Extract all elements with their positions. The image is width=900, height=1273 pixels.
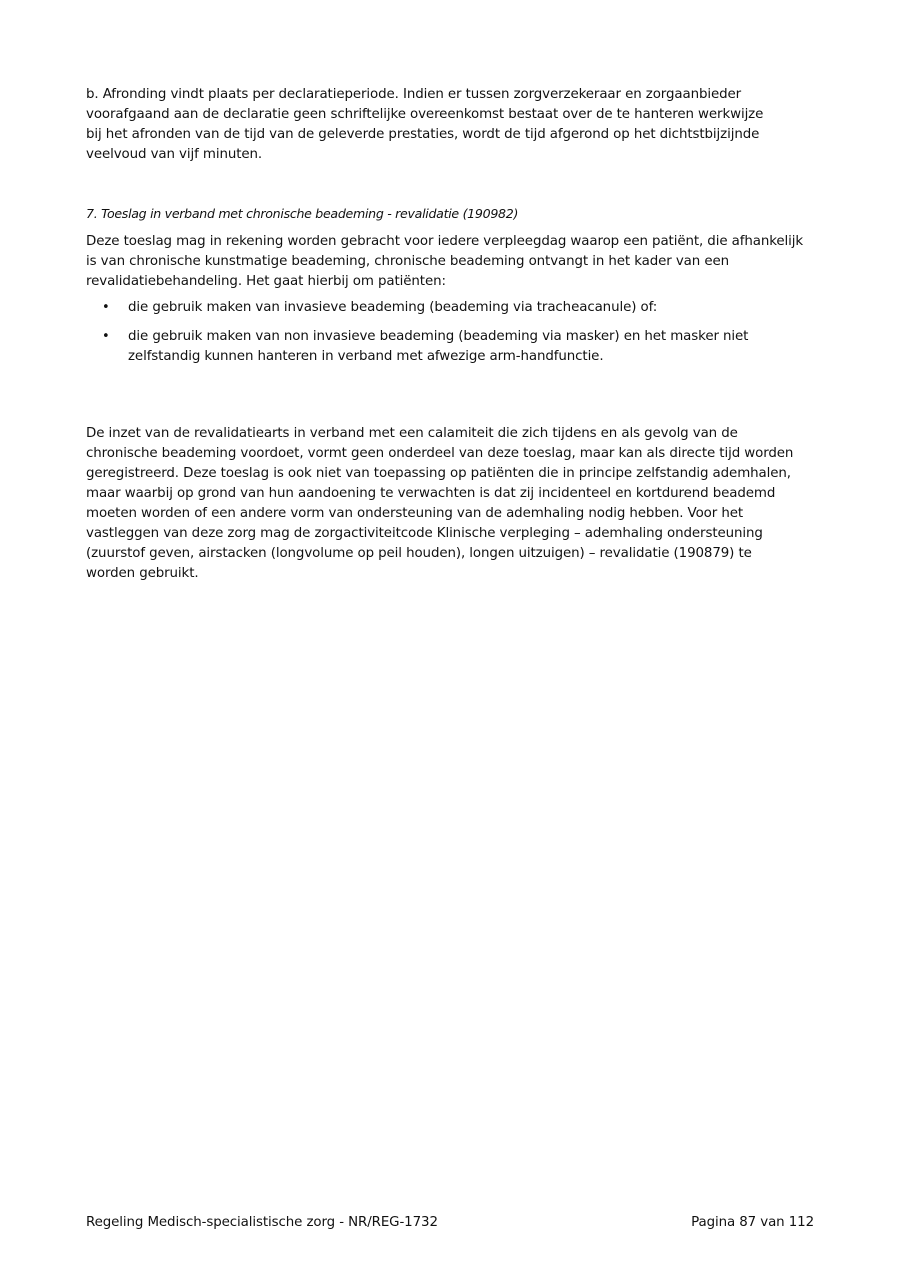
text-line: revalidatiebehandeling. Het gaat hierbij om patiënten: <box>86 274 446 289</box>
text-line: is van chronische kunstmatige beademing, chronische beademing ontvangt in het kader van een <box>86 254 729 269</box>
text-line: (zuurstof geven, airstacken (longvolume op peil houden), longen uitzuigen) – revalidatie (190879) te <box>86 546 752 561</box>
text-line: voorafgaand aan de declaratie geen schriftelijke overeenkomst bestaat over de te hanteren werkwijze <box>86 107 764 122</box>
footer-page-number: Pagina 87 van 112 <box>691 1215 814 1230</box>
bullet-icon: • <box>102 300 110 315</box>
text-line: De inzet van de revalidatiearts in verband met een calamiteit die zich tijdens en als gevolg van de <box>86 426 738 441</box>
text-line: maar waarbij op grond van hun aandoening te verwachten is dat zij incidenteel en kortdurend beademd <box>86 486 776 501</box>
text-line: bij het afronden van de tijd van de geleverde prestaties, wordt de tijd afgerond op het dichtstbijzijnde <box>86 127 760 142</box>
text-line: moeten worden of een andere vorm van ondersteuning van de ademhaling nodig hebben. Voor het <box>86 506 744 521</box>
footer-document-reference: Regeling Medisch-specialistische zorg - NR/REG-1732 <box>86 1215 438 1230</box>
bullet-icon: • <box>102 329 110 344</box>
text-line: die gebruik maken van invasieve beademing (beademing via tracheacanule) of: <box>128 300 658 315</box>
list-item <box>86 327 816 367</box>
text-line: worden gebruikt. <box>86 566 199 581</box>
paragraph-rounding <box>86 85 816 165</box>
text-line: vastleggen van deze zorg mag de zorgactiviteitcode Klinische verpleging – ademhaling ondersteuning <box>86 526 763 541</box>
text-line: geregistreerd. Deze toeslag is ook niet van toepassing op patiënten die in principe zelfstandig ademhalen, <box>86 466 791 481</box>
section-heading-block <box>86 203 816 224</box>
text-line: Deze toeslag mag in rekening worden gebracht voor iedere verpleegdag waarop een patiënt, die afhankelijk <box>86 234 804 249</box>
text-line: veelvoud van vijf minuten. <box>86 147 263 162</box>
text-line: b. Afronding vindt plaats per declaratieperiode. Indien er tussen zorgverzekeraar en zorgaanbieder <box>86 87 742 102</box>
paragraph-section7-intro <box>86 232 816 292</box>
paragraph-calamity <box>86 424 816 584</box>
text-line: chronische beademing voordoet, vormt geen onderdeel van deze toeslag, maar kan als directe tijd worden <box>86 446 794 461</box>
section-heading: 7. Toeslag in verband met chronische beademing - revalidatie (190982) <box>86 206 519 221</box>
bullet-list <box>86 298 816 376</box>
text-line: zelfstandig kunnen hanteren in verband met afwezige arm-handfunctie. <box>128 349 604 364</box>
list-item <box>86 298 816 318</box>
text-line: die gebruik maken van non invasieve beademing (beademing via masker) en het masker niet <box>128 329 749 344</box>
